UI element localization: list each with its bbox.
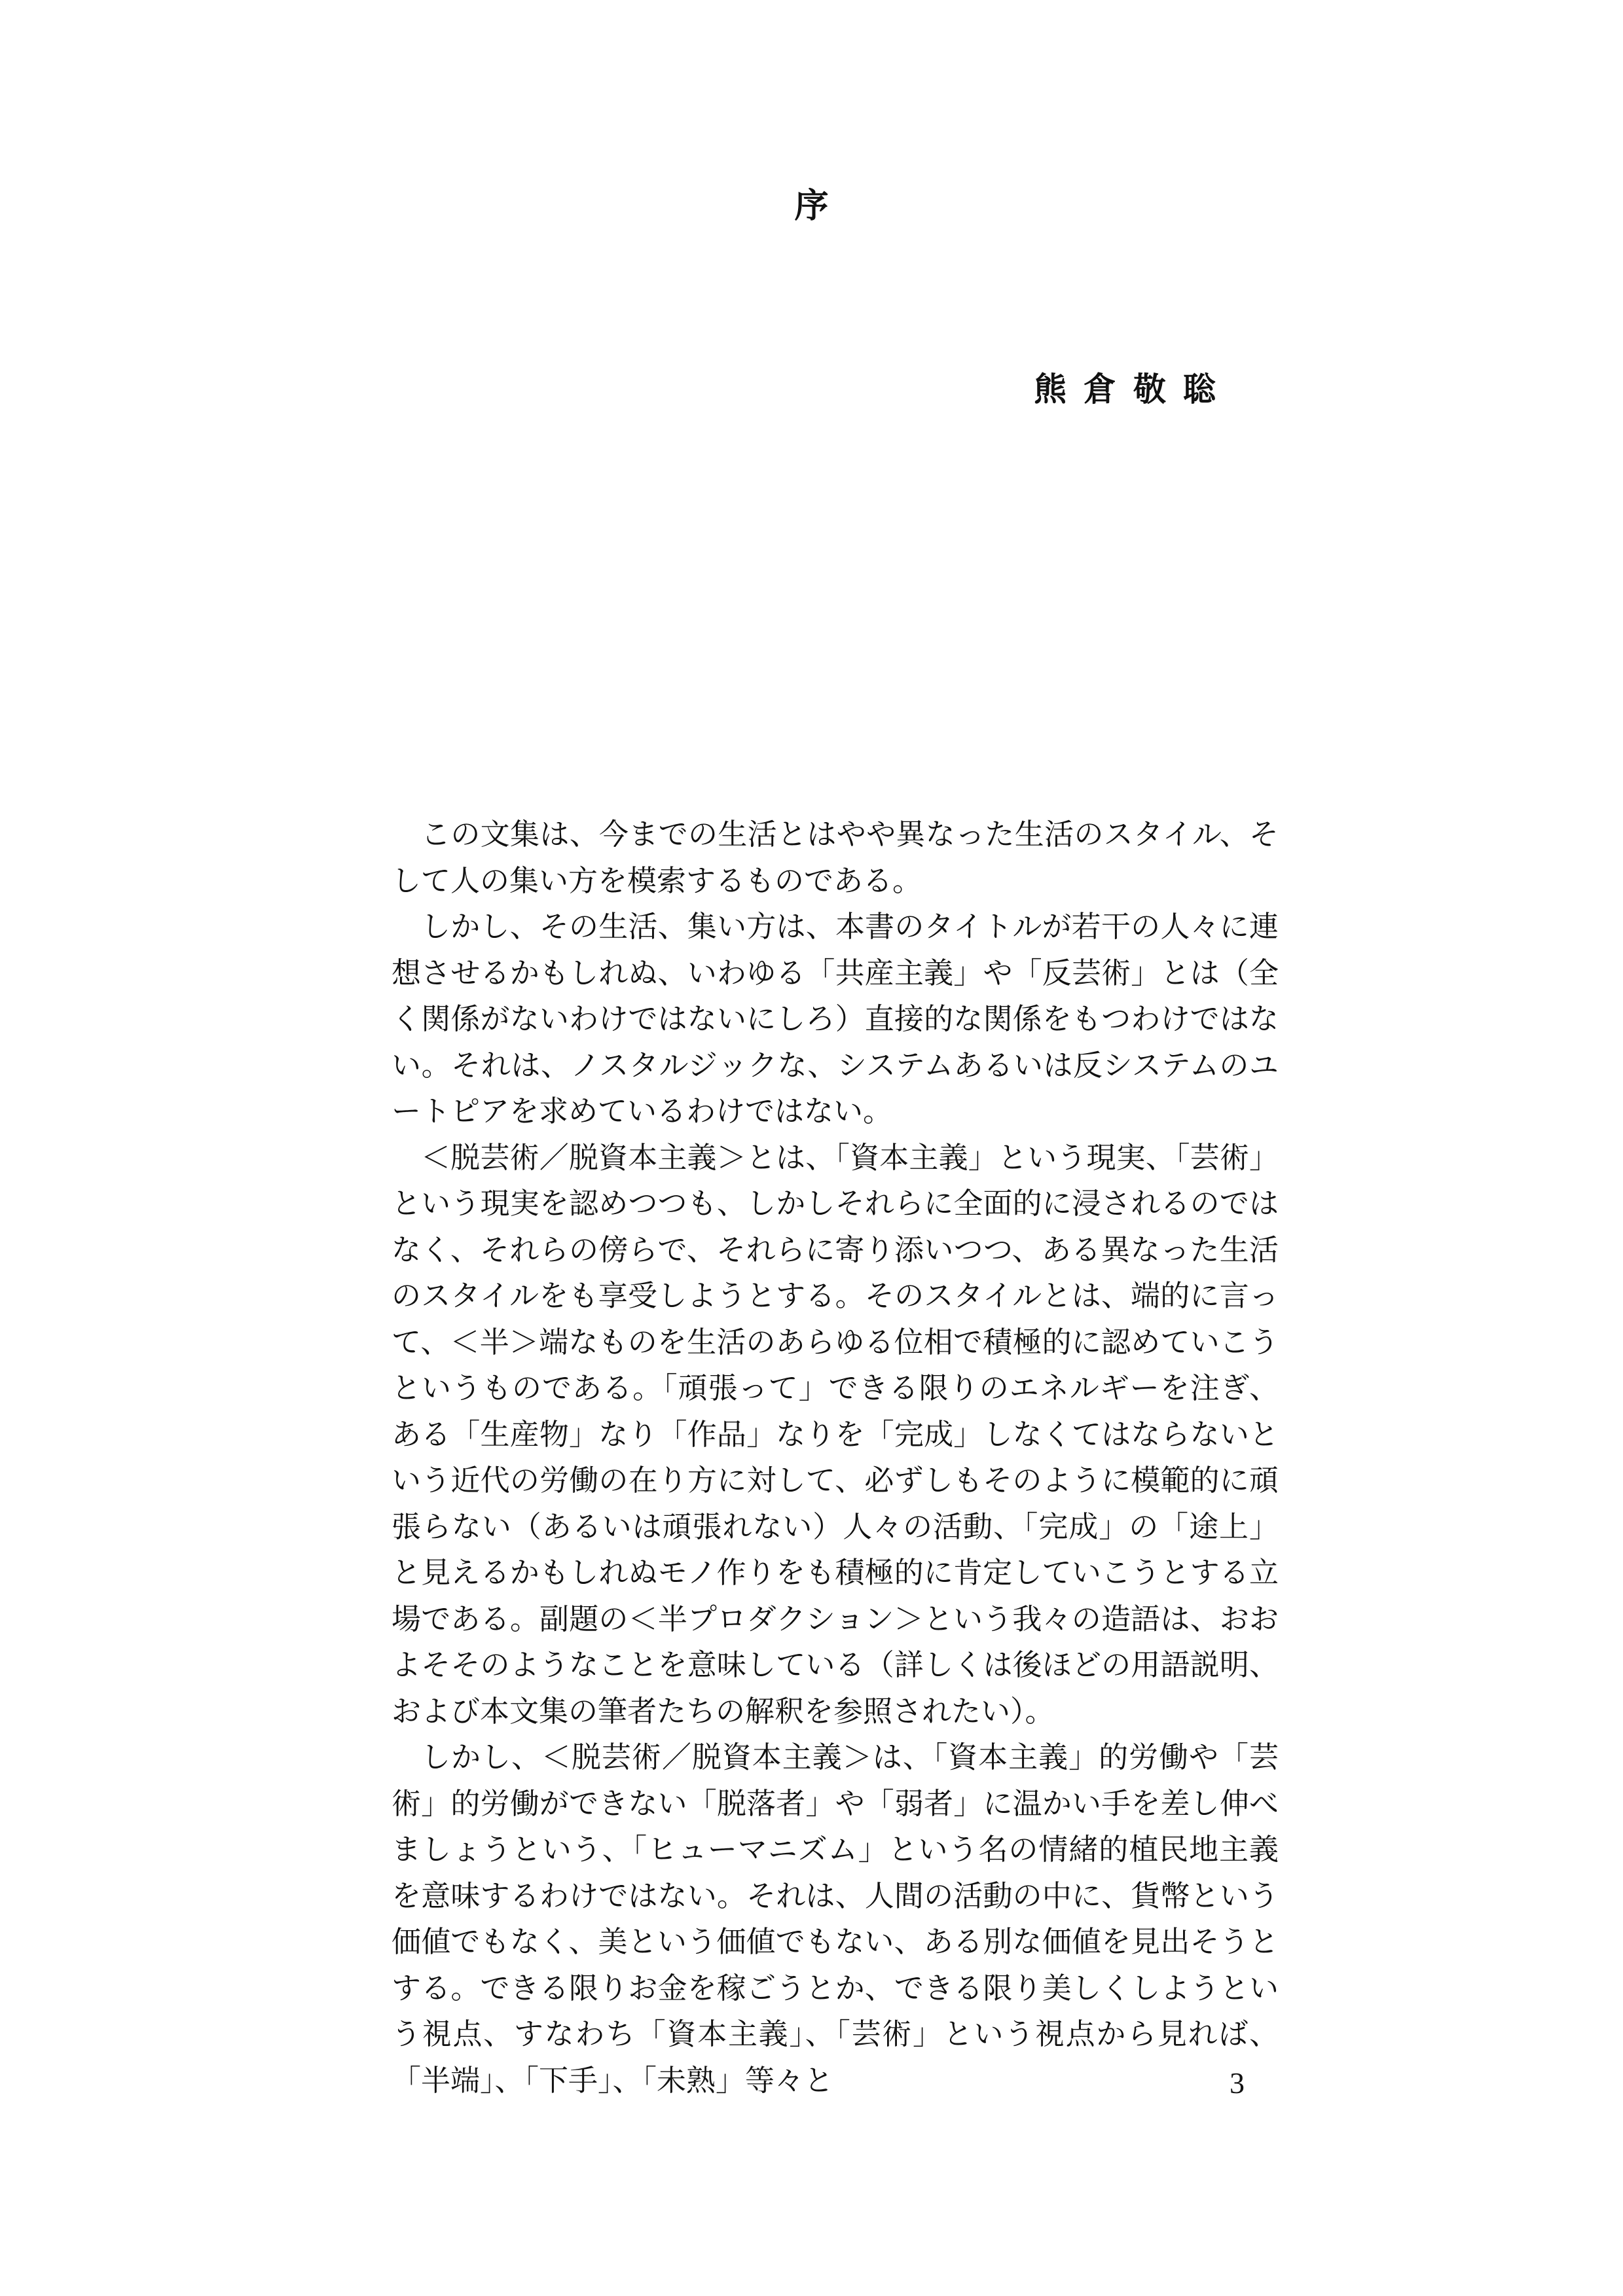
paragraph: しかし、その生活、集い方は、本書のタイトルが若干の人々に連想させるかもしれぬ、いわゆる「共産主義」や「反芸術」とは（全く関係がないわけではないにしろ）直接的な関係をもつわけではない。それは、ノスタルジックな、システムあるいは反システムのユートピアを求めているわけではない。 [392,909,1279,1128]
paragraph: この文集は、今までの生活とはやや異なった生活のスタイル、そして人の集い方を模索するものである。 [392,817,1279,898]
page-title: 序 [794,187,829,226]
page-number: 3 [1230,2066,1245,2100]
paragraph: ＜脱芸術／脱資本主義＞とは、「資本主義」という現実、「芸術」という現実を認めつつも、しかしそれらに全面的に浸されるのではなく、それらの傍らで、それらに寄り添いつつ、ある異なった生活のスタイルをも享受しようとする。そのスタイルとは、端的に言って、＜半＞端なものを生活のあらゆる位相で積極的に認めていこうというものである。「頑張って」できる限りのエネルギーを注ぎ、ある「生産物」なり「作品」なりを「完成」しなくてはならないという近代の労働の在り方に対して、必ずしもそのように模範的に頑張らない（あるいは頑張れない）人々の活動、「完成」の「途上」と見えるかもしれぬモノ作りをも積極的に肯定していこうとする立場である。副題の＜半プロダクション＞という我々の造語は、おおよそそのようなことを意味している（詳しくは後ほどの用語説明、および本文集の筆者たちの解釈を参照されたい）。 [392,1139,1279,1729]
author-name: 熊倉敬聡 [1034,370,1233,408]
paragraph: しかし、＜脱芸術／脱資本主義＞は、「資本主義」的労働や「芸術」的労働ができない「脱落者」や「弱者」に温かい手を差し伸べましょうという、「ヒューマニズム」という名の情緒的植民地主義を意味するわけではない。それは、人間の活動の中に、貨幣という価値でもなく、美という価値でもない、ある別な価値を見出そうとする。できる限りお金を稼ごうとか、できる限り美しくしようという視点、すなわち「資本主義」、「芸術」という視点から見れば、「半端」、「下手」、「未熟」等々と [392,1740,1279,2098]
body-text [392,812,1279,2104]
